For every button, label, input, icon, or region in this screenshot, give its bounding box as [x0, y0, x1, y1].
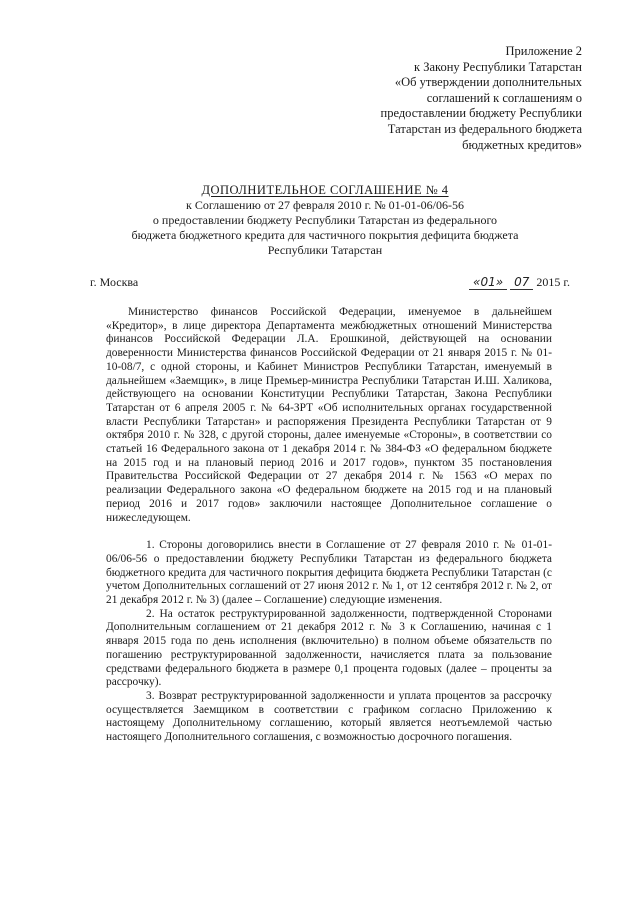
document-title: ДОПОЛНИТЕЛЬНОЕ СОГЛАШЕНИЕ № 4 [201, 183, 449, 197]
appendix-line: соглашений к соглашениям о [426, 90, 582, 105]
place-date-row [90, 275, 570, 291]
date-month: 07 [510, 275, 533, 290]
appendix-line: бюджетных кредитов» [462, 137, 582, 152]
appendix-line: к Закону Республики Татарстан [414, 59, 582, 74]
appendix-line: Татарстан из федерального бюджета [387, 121, 582, 136]
clause-paragraph: 2. На остаток реструктурированной задолженности, подтвержденной Сторонами Дополнительным соглашением от 21 декабря 2012 г. № 3 к Соглашению, начиная с 1 января 2015 года по день исполнения (включительно) в полном объеме обязательств по погашению реструктурированной задолженности, начисляется плата за пользование средствами федерального бюджета в размере 0,1 процента годовых (далее – проценты за рассрочку). [106, 607, 552, 689]
place-of-signing: г. Москва [90, 275, 139, 289]
clause-paragraph: 3. Возврат реструктурированной задолженности и уплата процентов за рассрочку осуществляется Заемщиком в соответствии с графиком согласно Приложению к настоящему Дополнительному соглашению, который является неотъемлемой частью настоящего Дополнительного соглашения, с возможностью досрочного погашения. [106, 689, 552, 744]
signing-date [469, 275, 570, 290]
document-description-line: Республики Татарстан [267, 243, 383, 257]
document-description-line: бюджета бюджетного кредита для частичного покрытия дефицита бюджета [131, 228, 519, 242]
appendix-reference [342, 44, 582, 153]
date-day: «01» [469, 275, 507, 290]
date-year: 2015 г. [536, 275, 570, 289]
document-body [106, 306, 552, 745]
preamble-paragraph: Министерство финансов Российской Федерации, именуемое в дальнейшем «Кредитор», в лице директора Департамента межбюджетных отношений Министерства финансов Российской Федерации Л.А. Ерошкиной, действующей на основании доверенности Министерства финансов Российской Федерации от 21 января 2015 г. № 01-10-08/7, с одной стороны, и Кабинет Министров Республики Татарстан, именуемый в дальнейшем «Заемщик», в лице Премьер-министра Республики Татарстан И.Ш. Халикова, действующего на основании Конституции Республики Татарстан, Закона Республики Татарстан от 6 апреля 2005 г. № 64-ЗРТ «Об исполнительных органах государственной власти Республики Татарстан» и распоряжения Президента Республики Татарстан от 9 октября 2010 г. № 328, с другой стороны, далее именуемые «Стороны», в соответствии со статьей 16 Федерального закона от 1 декабря 2014 г. № 384-ФЗ «О федеральном бюджете на 2015 год и на плановый период 2016 и 2017 годов», пунктом 35 постановления Правительства Российской Федерации от 27 декабря 2014 г. № 1563 «О мерах по реализации Федерального закона «О федеральном бюджете на 2015 год и на плановый период 2016 и 2017 годов» заключили настоящее Дополнительное соглашение о нижеследующем. [106, 306, 552, 524]
document-description-line: о предоставлении бюджету Республики Татарстан из федерального [152, 213, 498, 227]
appendix-line: предоставлении бюджету Республики [380, 106, 582, 121]
clause-paragraph: 1. Стороны договорились внести в Соглашение от 27 февраля 2010 г. № 01-01-06/06-56 о предоставлении бюджету Республики Татарстан из федерального бюджета бюджетного кредита для частичного покрытия дефицита бюджета Республики Татарстан (с учетом Дополнительных соглашений от 27 июня 2012 г. № 1, от 12 сентября 2012 г. № 2, от 21 декабря 2012 г. № 3) (далее – Соглашение) следующие изменения. [106, 539, 552, 607]
appendix-line: «Об утверждении дополнительных [394, 75, 582, 90]
appendix-line: Приложение 2 [505, 44, 582, 58]
document-subtitle: к Соглашению от 27 февраля 2010 г. № 01-01-06/06-56 [186, 198, 464, 212]
document-header [100, 183, 550, 258]
